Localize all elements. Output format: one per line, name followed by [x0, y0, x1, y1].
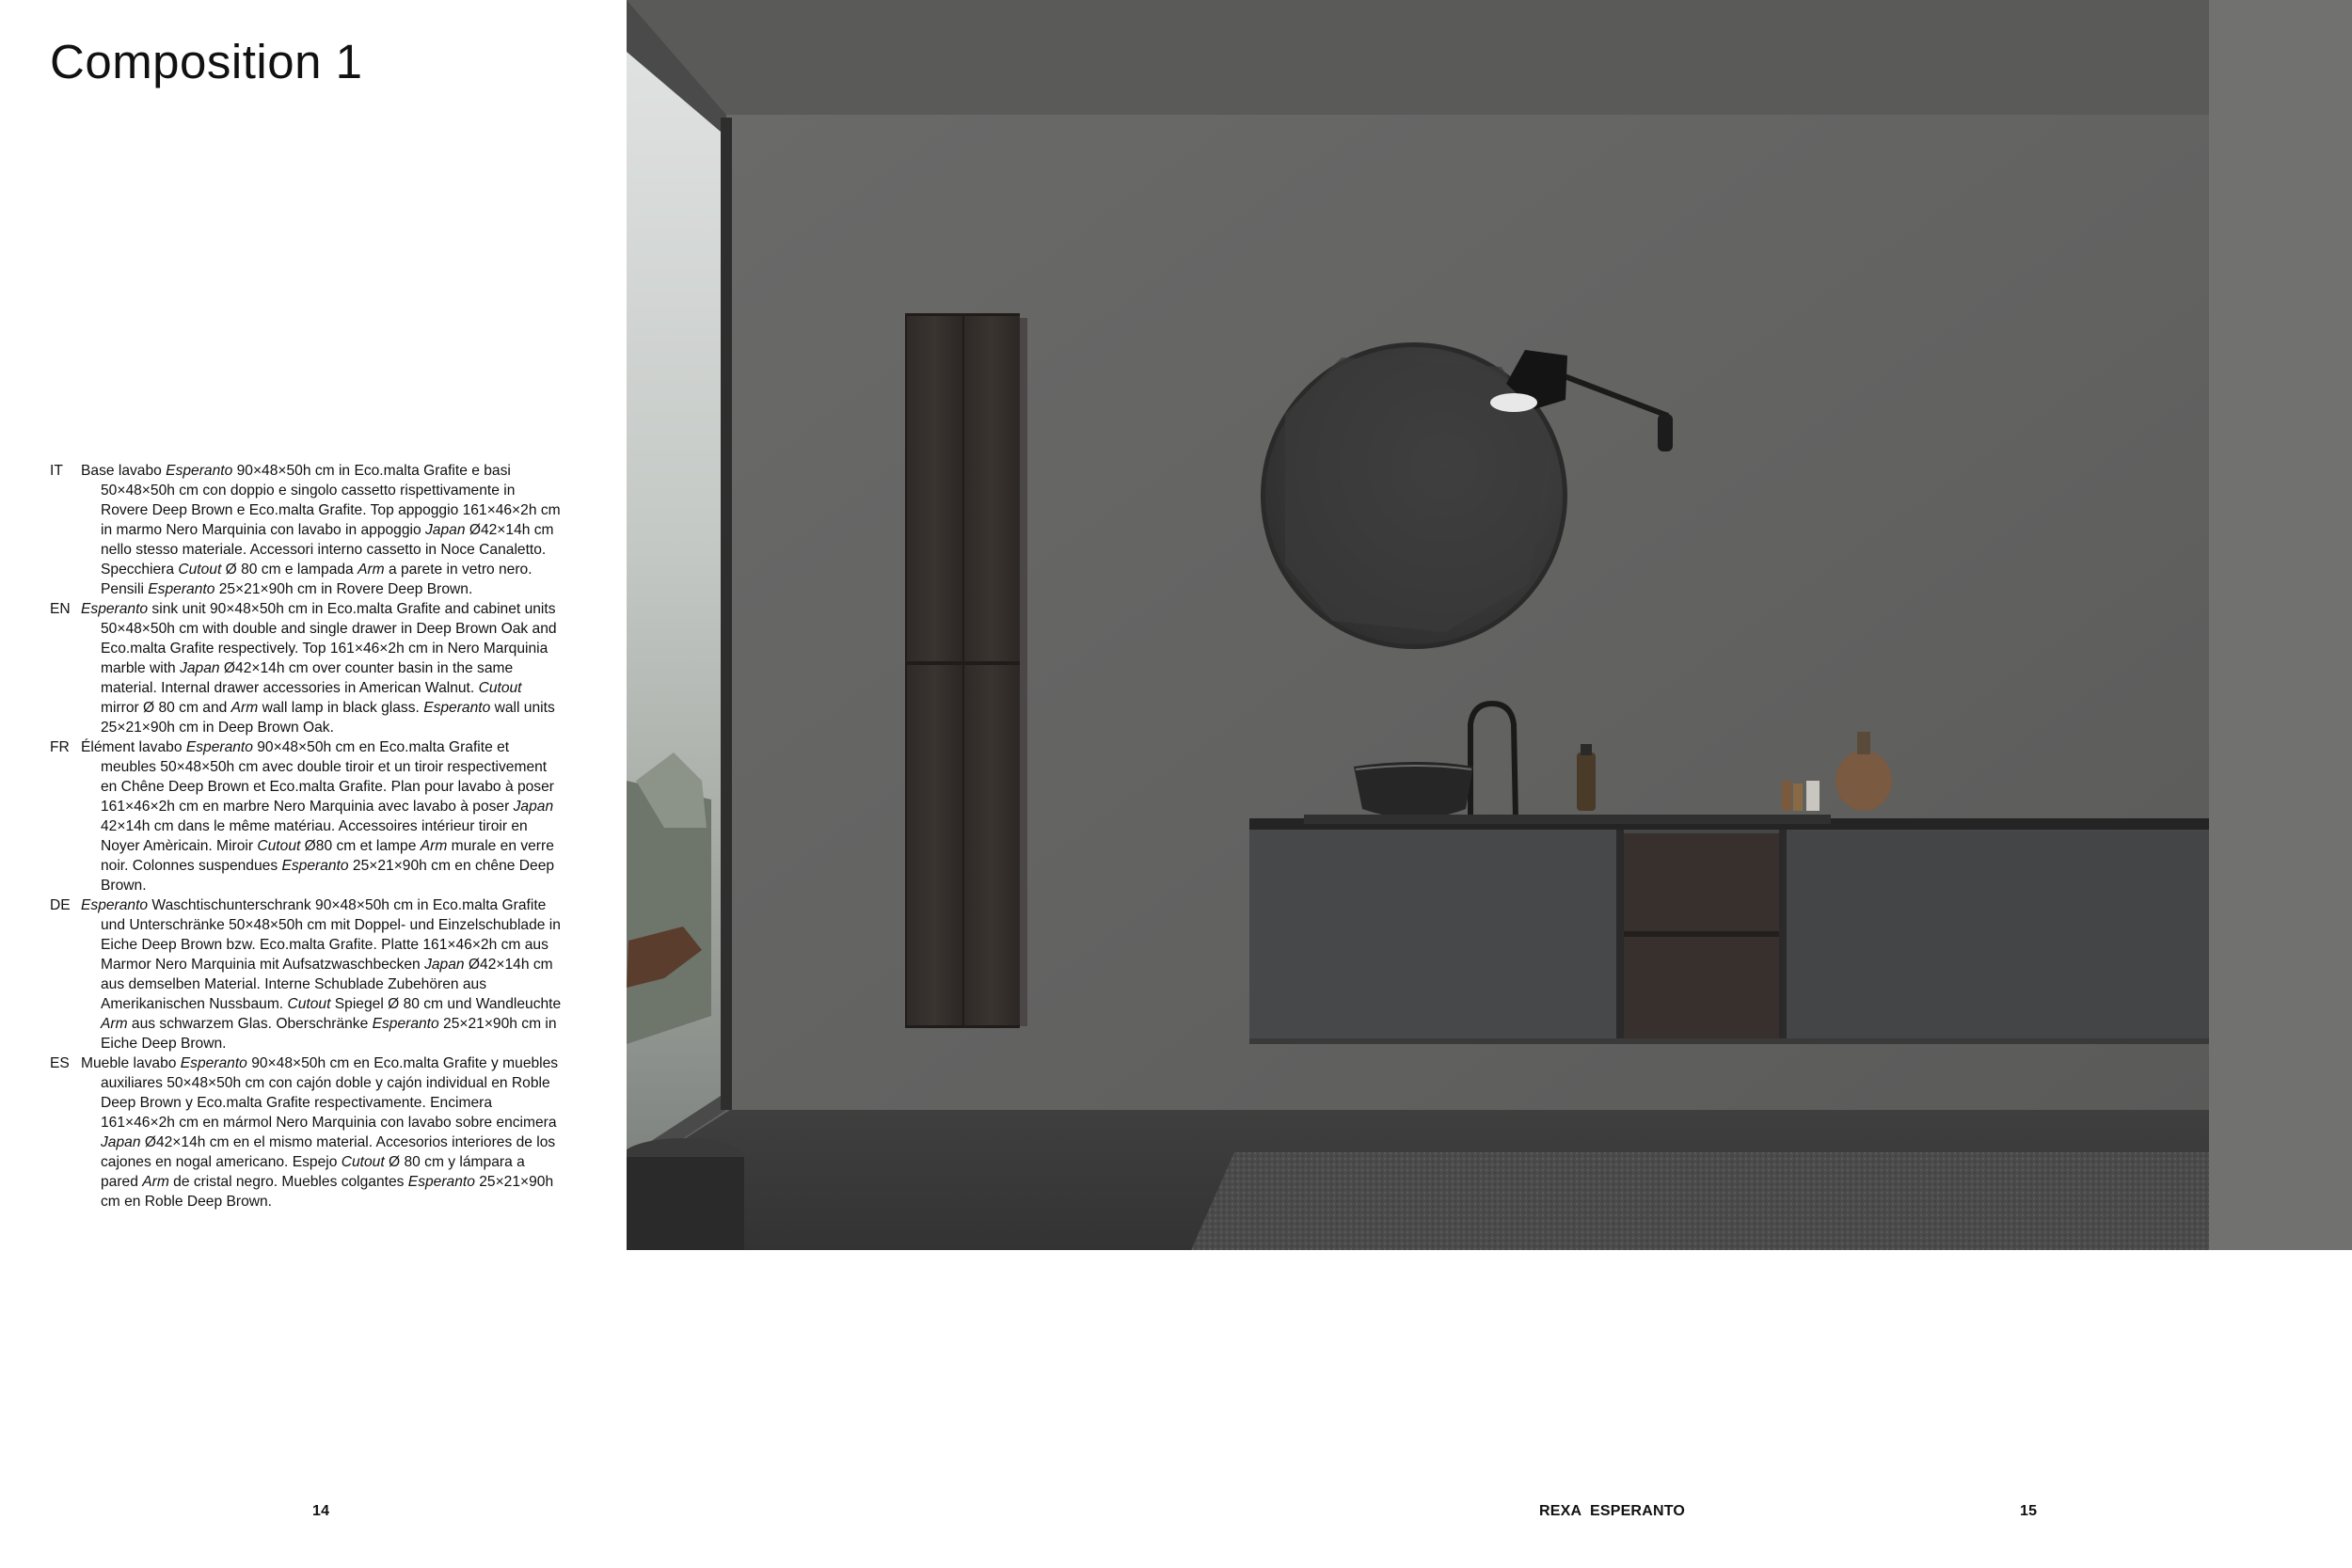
product-name: Cutout: [257, 838, 301, 854]
product-description: [50, 461, 563, 1212]
product-name: Japan: [180, 660, 220, 676]
text-segment: sink unit 90×48×50h cm in Eco.malta Grafite and cabinet units 50×48×50h cm with double and single drawer in Deep Brown Oak and Eco.malta Grafite respectively. Top 161×46×2h cm in Nero Marquinia marble with: [101, 601, 557, 676]
text-segment: Ø42×14h cm en el mismo material. Accesorios interiores de los cajones en nogal americano. Espejo: [101, 1134, 556, 1170]
brand-footer: REXA ESPERANTO: [1539, 1503, 1686, 1519]
product-name: Esperanto: [372, 1016, 439, 1032]
product-name: Esperanto: [423, 700, 491, 716]
product-name: Japan: [513, 799, 554, 815]
description-es: [50, 1053, 563, 1212]
text-segment: wall units 25×21×90h cm in Deep Brown Oak.: [101, 700, 555, 736]
description-text: [81, 1055, 558, 1210]
product-name: Cutout: [287, 996, 331, 1012]
text-segment: 90×48×50h cm en Eco.malta Grafite y muebles auxiliares 50×48×50h cm con cajón doble y cajón individual en Roble Deep Brown y Eco.malta Grafite respectivamente. Encimera 161×46×2h cm en mármol Nero Marquinia con lavabo sobre encimera: [101, 1055, 559, 1131]
text-segment: 25×21×90h cm in Eiche Deep Brown.: [101, 1016, 557, 1052]
text-segment: Ø42×14h cm nello stesso materiale. Accessori interno cassetto in Noce Canaletto. Specchiera: [101, 522, 554, 578]
text-segment: Spiegel Ø 80 cm und Wandleuchte: [330, 996, 562, 1012]
text-segment: Base lavabo: [81, 463, 167, 479]
description-en: [50, 599, 563, 737]
product-name: Arm: [101, 1016, 128, 1032]
product-name: Esperanto: [81, 897, 149, 913]
description-fr: [50, 737, 563, 895]
text-segment: 90×48×50h cm in Eco.malta Grafite e basi 50×48×50h cm con doppio e singolo cassetto rispettivamente in Rovere Deep Brown e Eco.malta Grafite. Top appoggio 161×46×2h cm in marmo Nero Marquinia con lavabo in appoggio: [101, 463, 561, 538]
product-name: Esperanto: [407, 1174, 475, 1190]
product-name: Esperanto: [185, 739, 253, 755]
page-number-right: 15: [2020, 1503, 2038, 1519]
language-code: EN: [50, 601, 71, 617]
language-code: FR: [50, 739, 70, 755]
text-segment: de cristal negro. Muebles colgantes: [168, 1174, 408, 1190]
product-name: Cutout: [341, 1154, 385, 1170]
text-segment: Waschtischunterschrank 90×48×50h cm in Eco.malta Grafite und Unterschränke 50×48×50h cm mit Doppel- und Einzelschublade in Eiche Deep Brown bzw. Eco.malta Grafite. Platte 161×46×2h cm aus Marmor Nero Marquinia mit Aufsatzwaschbecken: [101, 897, 561, 973]
description-de: [50, 895, 563, 1053]
text-segment: Ø42×14h cm over counter basin in the same material. Internal drawer accessories in American Walnut.: [101, 660, 514, 696]
text-segment: 42×14h cm dans le même matériau. Accessoires intérieur tiroir en Noyer Amèricain. Miroir: [101, 818, 528, 854]
text-segment: 90×48×50h cm en Eco.malta Grafite et meubles 50×48×50h cm avec double tiroir et un tiroir respectivement en Chêne Deep Brown et Eco.malta Grafite. Plan pour lavabo à poser 161×46×2h cm en marbre Nero Marquinia avec lavabo à poser: [101, 739, 554, 815]
page-title: Composition 1: [50, 35, 363, 88]
product-name: Cutout: [478, 680, 522, 696]
language-code: ES: [50, 1055, 70, 1071]
product-name: Esperanto: [81, 601, 149, 617]
description-text: [81, 601, 557, 736]
product-name: Cutout: [178, 562, 222, 578]
text-segment: a parete in vetro nero. Pensili: [101, 562, 532, 597]
page-number-left: 14: [312, 1503, 330, 1519]
text-segment: aus schwarzem Glas. Oberschränke: [127, 1016, 373, 1032]
text-segment: mirror Ø 80 cm and: [101, 700, 231, 716]
text-segment: Ø 80 cm y lámpara a pared: [101, 1154, 525, 1190]
bathroom-photo: [627, 0, 2352, 1250]
product-name: Esperanto: [281, 858, 349, 874]
text-segment: Ø42×14h cm aus demselben Material. Interne Schublade Zubehören aus Amerikanischen Nussbaum.: [101, 957, 553, 1012]
product-name: Arm: [358, 562, 385, 578]
language-code: DE: [50, 897, 71, 913]
description-text: [81, 897, 561, 1052]
product-name: Arm: [142, 1174, 169, 1190]
description-text: [81, 739, 554, 894]
description-text: [81, 463, 561, 597]
text-segment: 25×21×90h cm en chêne Deep Brown.: [101, 858, 555, 894]
text-segment: Ø80 cm et lampe: [300, 838, 421, 854]
product-name: Arm: [230, 700, 259, 716]
text-segment: 25×21×90h cm en Roble Deep Brown.: [101, 1174, 554, 1210]
text-segment: 25×21×90h cm in Rovere Deep Brown.: [215, 581, 473, 597]
product-name: Esperanto: [148, 581, 215, 597]
text-segment: wall lamp in black glass.: [258, 700, 424, 716]
text-segment: Ø 80 cm e lampada: [221, 562, 358, 578]
product-name: Japan: [425, 522, 466, 538]
text-segment: murale en verre noir. Colonnes suspendues: [101, 838, 554, 874]
description-it: [50, 461, 563, 599]
text-segment: Élément lavabo: [81, 739, 186, 755]
language-code: IT: [50, 463, 63, 479]
product-name: Japan: [101, 1134, 141, 1150]
product-name: Esperanto: [166, 463, 233, 479]
text-segment: Mueble lavabo: [81, 1055, 181, 1071]
product-name: Esperanto: [180, 1055, 247, 1071]
product-name: Arm: [420, 838, 448, 854]
product-name: Japan: [424, 957, 465, 973]
